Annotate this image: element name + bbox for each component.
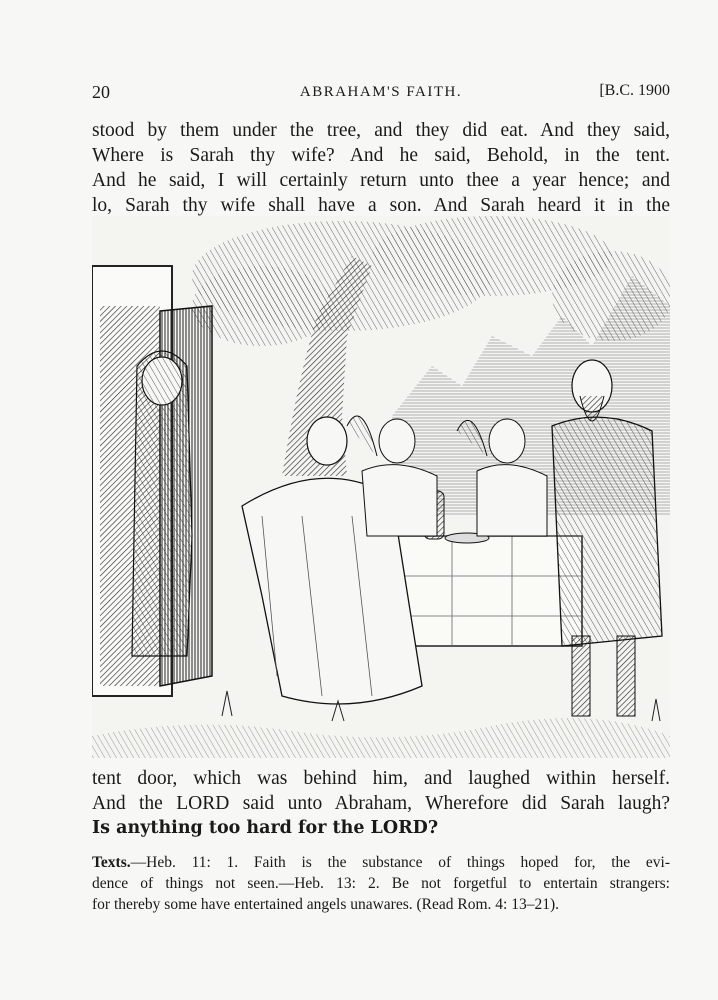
texts-label: Texts. bbox=[92, 854, 131, 871]
text-line: stood by them under the tree, and they did eat. And they said, bbox=[92, 120, 670, 141]
text-line: And the LORD said unto Abraham, Wherefore did Sarah laugh? bbox=[92, 793, 670, 814]
text-line: Where is Sarah thy wife? And he said, Behold, in the tent. bbox=[92, 145, 670, 166]
scripture-texts bbox=[92, 852, 670, 915]
running-header bbox=[92, 82, 670, 108]
texts-line: for thereby some have entertained angels unawares. (Read Rom. 4: 13–21). bbox=[92, 896, 559, 913]
text-line: tent door, which was behind him, and laughed within herself. bbox=[92, 768, 670, 789]
texts-line-content: —Heb. 11: 1. Faith is the substance of things hoped for, the evi- bbox=[130, 854, 670, 871]
top-paragraph bbox=[92, 118, 670, 218]
date-marker: [B.C. 1900 bbox=[599, 82, 670, 99]
table bbox=[392, 536, 582, 646]
bottom-paragraph bbox=[92, 766, 670, 841]
text-line: And he said, I will certainly return unto thee a year hence; and bbox=[92, 170, 670, 191]
texts-line bbox=[92, 852, 670, 873]
chapter-title: ABRAHAM'S FAITH. bbox=[299, 84, 463, 100]
text-line: lo, Sarah thy wife shall have a son. And Sarah heard it in the bbox=[92, 195, 670, 216]
page-number: 20 bbox=[92, 82, 110, 102]
engraving-illustration bbox=[92, 216, 670, 758]
sarah-figure bbox=[132, 351, 192, 656]
bold-question-line: Is anything too hard for the LORD? bbox=[92, 818, 439, 838]
texts-line: dence of things not seen.—Heb. 13: 2. Be not forgetful to entertain strangers: bbox=[92, 875, 670, 892]
